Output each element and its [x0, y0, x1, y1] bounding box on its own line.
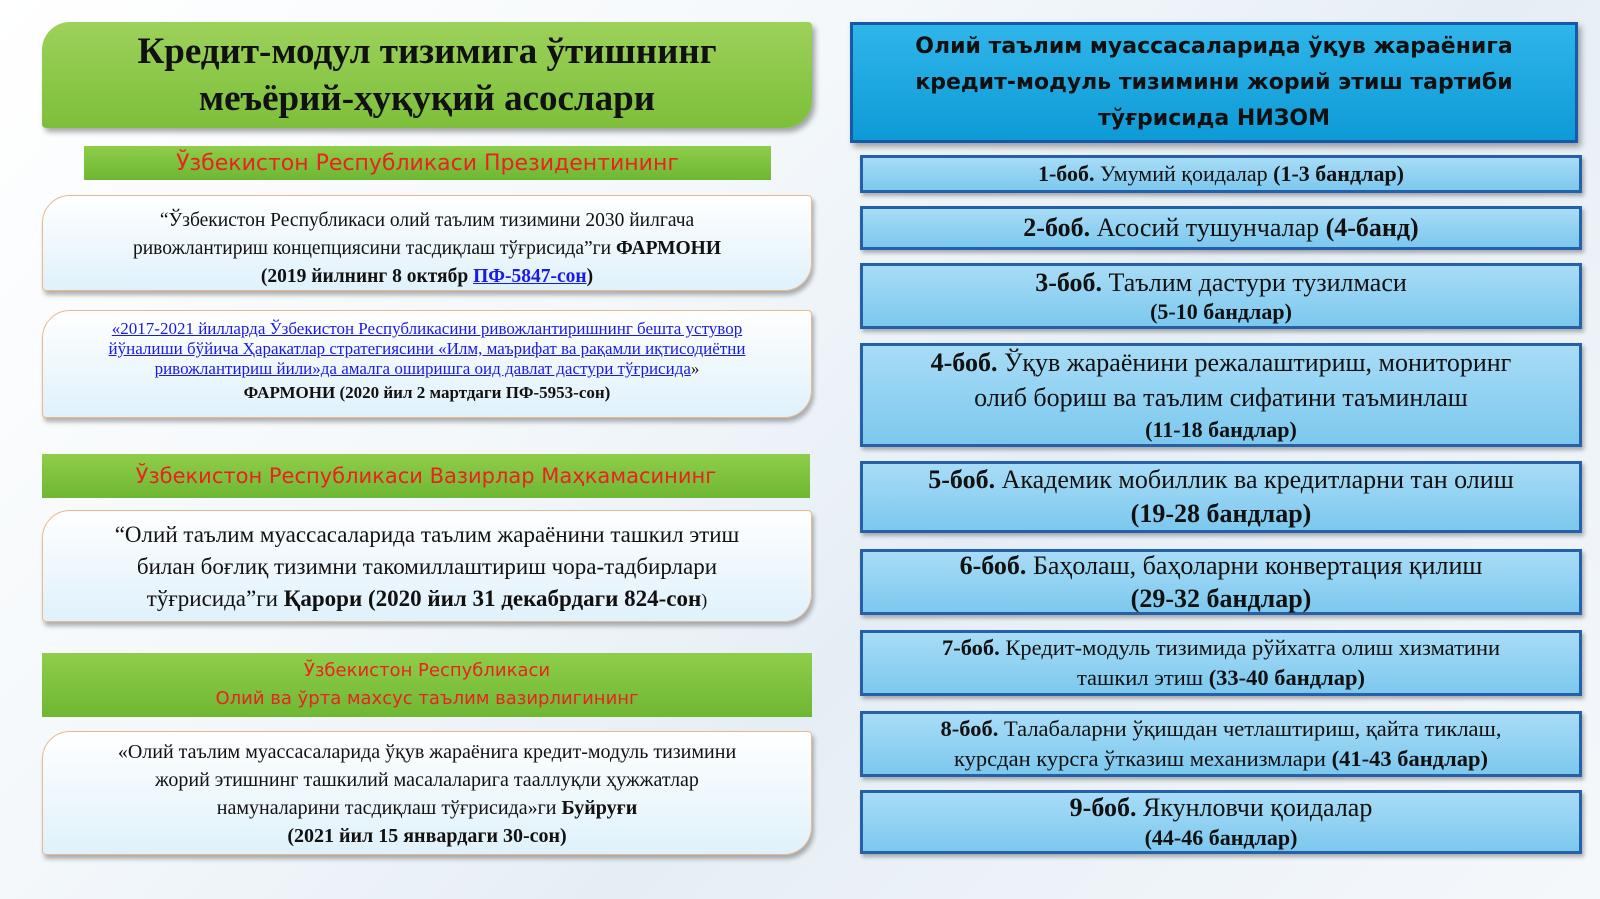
chapter-items: (1-3 бандлар): [1273, 161, 1405, 186]
chapter-text: Академик мобиллик ва кредитларни тан олиш: [995, 465, 1514, 494]
chapter-text-2: олиб бориш ва таълим сифатини таъминлаш: [974, 383, 1468, 412]
chapter-num: 3-боб.: [1035, 268, 1103, 297]
ministry-order-card: [42, 731, 812, 855]
order-line2: жорий этишнинг ташкилий масалаларига тааллуқли ҳужжатлар: [155, 769, 699, 791]
resolution-line1: “Олий таълим муассасаларида таълим жараёнини ташкил этиш: [114, 522, 740, 547]
chapter-text: Якунловчи қоидалар: [1136, 793, 1373, 822]
chapter-3[interactable]: [860, 263, 1582, 329]
resolution-line3-bold: Қарори (2020 йил 31 декабрдаги 824-сон: [283, 586, 702, 611]
president-decree2-card: [42, 310, 812, 418]
nizom-line3: тўғрисида НИЗОМ: [1098, 105, 1330, 131]
chapter-5[interactable]: [860, 461, 1582, 533]
decree1-line2-bold: ФАРМОНИ: [615, 238, 722, 259]
ministry-header-line2: Олий ва ўрта махсус таълим вазирлигининг: [215, 688, 639, 709]
chapter-text: Таълим дастури тузилмаси: [1102, 268, 1407, 297]
chapter-num: 1-боб.: [1037, 161, 1095, 186]
chapter-4[interactable]: [860, 343, 1582, 447]
page-title: [42, 22, 812, 128]
chapter-text-2: курсдан курсга ўтказиш механизмлари: [954, 746, 1332, 771]
chapter-items: (44-46 бандлар): [1144, 825, 1298, 850]
nizom-line2: кредит-модуль тизимини жорий этиш тартиби: [915, 69, 1513, 95]
decree1-line2-text: ривожлантириш концепциясини тасдиқлаш тўғрисида”ги: [132, 238, 616, 259]
decree2-link-line2[interactable]: йўналиши бўйича Ҳаракатлар стратегиясини «Илм, маърифат ва рақамли иқтисодиётни: [108, 339, 746, 358]
cabinet-header-label: Ўзбекистон Республикаси Вазирлар Маҳкамасининг: [135, 464, 717, 488]
nizom-header: [850, 22, 1578, 143]
decree1-paren: ): [586, 266, 594, 287]
chapter-items: (11-18 бандлар): [1145, 417, 1297, 442]
chapter-6[interactable]: [860, 549, 1582, 615]
chapter-8[interactable]: [860, 711, 1582, 777]
chapter-num: 6-боб.: [959, 551, 1027, 580]
chapter-text: Ўқув жараёнини режалаштириш, мониторинг: [997, 348, 1512, 377]
chapter-num: 8-боб.: [940, 716, 999, 741]
chapter-items: (29-32 бандлар): [1130, 584, 1312, 613]
order-line3-text: намуналарини тасдиқлаш тўғрисида»ги: [216, 797, 562, 819]
order-line4: (2021 йил 15 январдаги 30-сон): [287, 825, 567, 847]
decree1-date: (2019 йилнинг 8 октябр: [260, 266, 474, 287]
decree2-quote-end: »: [690, 359, 700, 378]
president-header-label: Ўзбекистон Республикаси Президентининг: [176, 150, 679, 176]
ministry-header: [42, 653, 812, 717]
chapter-items: (41-43 бандлар): [1331, 746, 1488, 771]
chapter-7[interactable]: [860, 630, 1582, 696]
chapter-1[interactable]: [860, 155, 1582, 193]
president-header: [84, 146, 771, 180]
chapter-text-2: ташкил этиш: [1076, 665, 1209, 690]
chapter-2[interactable]: [860, 206, 1582, 250]
chapter-items: (33-40 бандлар): [1208, 665, 1366, 690]
resolution-line2: билан боғлиқ тизимни такомиллаштириш чора-тадбирлари: [136, 554, 718, 579]
title-line-1: Кредит-модул тизимига ўтишнинг: [137, 31, 717, 72]
chapter-items: (4-банд): [1325, 213, 1419, 242]
chapter-text: Асосий тушунчалар: [1090, 213, 1326, 242]
decree2-bold-line: ФАРМОНИ (2020 йил 2 мартдаги ПФ-5953-сон): [243, 383, 611, 402]
chapter-text: Умумий қоидалар: [1094, 161, 1274, 186]
decree2-link-line3[interactable]: ривожлантириш йили»да амалга оширишга оид давлат дастури тўғрисида: [154, 359, 691, 378]
president-decree-card: [42, 195, 812, 291]
resolution-line3-end: ): [701, 590, 708, 610]
decree1-link[interactable]: ПФ-5847-сон: [473, 266, 587, 287]
chapter-text: Баҳолаш, баҳоларни конвертация қилиш: [1026, 551, 1483, 580]
ministry-header-line1: Ўзбекистон Республикаси: [303, 660, 551, 681]
nizom-line1: Олий таълим муассасаларида ўқув жараёнига: [915, 33, 1513, 59]
chapter-num: 9-боб.: [1069, 793, 1137, 822]
decree1-line1: “Ўзбекистон Республикаси олий таълим тизимини 2030 йилгача: [159, 210, 695, 231]
chapter-num: 4-боб.: [930, 348, 998, 377]
cabinet-resolution-card: [42, 510, 812, 622]
chapter-9[interactable]: [860, 790, 1582, 854]
chapter-num: 7-боб.: [941, 635, 1000, 660]
order-line3-bold: Буйруғи: [561, 797, 638, 819]
chapter-text: Талабаларни ўқишдан четлаштириш, қайта тиклаш,: [998, 716, 1502, 741]
chapter-text: Кредит-модуль тизимида рўйхатга олиш хизматини: [999, 635, 1501, 660]
order-line1: «Олий таълим муассасаларида ўқув жараёнига кредит-модуль тизимини: [117, 741, 737, 763]
chapter-items: (5-10 бандлар): [1150, 299, 1292, 324]
chapter-num: 5-боб.: [928, 465, 996, 494]
cabinet-header: [42, 454, 810, 498]
chapter-items: (19-28 бандлар): [1130, 499, 1312, 528]
title-line-2: меъёрий-ҳуқуқий асослари: [198, 78, 656, 119]
decree2-link-line1[interactable]: «2017-2021 йилларда Ўзбекистон Республикасини ривожлантиришнинг бешта устувор: [111, 319, 743, 338]
chapter-num: 2-боб.: [1023, 213, 1091, 242]
resolution-line3-text: тўғрисида”ги: [146, 586, 284, 611]
